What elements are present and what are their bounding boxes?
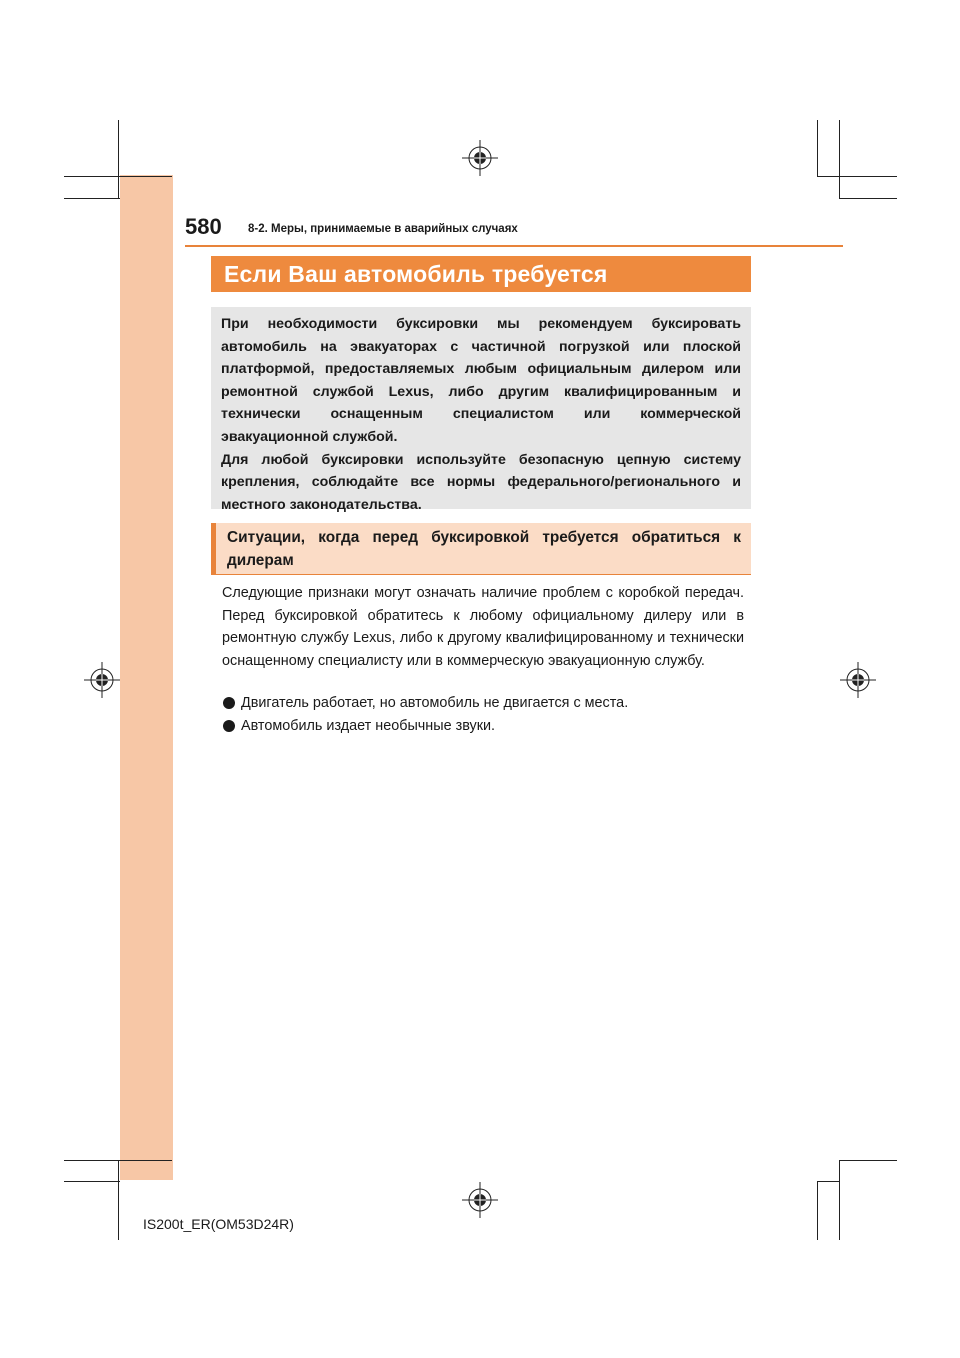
- intro-paragraph: При необходимости буксировки мы рекомендуем буксировать автомобиль на эвакуаторах с частичной погрузкой или плоской платформой, предоставляемых любым официальным дилером или ремонтной службой Lexus, либо другим квалифицированным и технически оснащенным специалистом или коммерческой эвакуационной службой.: [221, 316, 741, 445]
- document-code: IS200t_ER(OM53D24R): [143, 1216, 294, 1232]
- subsection-body: [222, 582, 744, 673]
- subsection-heading: Ситуации, когда перед буксировкой требуется обратиться к дилерам: [211, 523, 751, 574]
- crop-mark: [118, 1160, 119, 1240]
- crop-mark: [64, 176, 172, 177]
- crop-mark: [817, 120, 818, 176]
- bullet-icon: [223, 720, 235, 732]
- bullet-text: Двигатель работает, но автомобиль не двигается с места.: [241, 695, 629, 711]
- header-divider: [185, 245, 843, 247]
- bullet-text: Автомобиль издает необычные звуки.: [241, 717, 496, 734]
- list-item: [222, 715, 752, 738]
- registration-mark-icon: [460, 1180, 500, 1220]
- crop-mark: [118, 120, 119, 198]
- section-title: 8-2. Меры, принимаемые в аварийных случаях: [248, 223, 518, 235]
- crop-mark: [817, 176, 897, 177]
- bullet-list: [222, 692, 752, 737]
- intro-box: [211, 307, 751, 513]
- side-margin-band: [120, 175, 173, 1180]
- crop-mark: [64, 1181, 120, 1182]
- page-header: [185, 212, 845, 248]
- registration-mark-icon: [838, 660, 878, 700]
- crop-mark: [817, 1181, 818, 1240]
- list-item: [222, 692, 752, 715]
- subsection-divider: [211, 574, 751, 575]
- crop-mark: [64, 1160, 172, 1161]
- crop-mark: [839, 120, 840, 198]
- crop-mark: [817, 1181, 839, 1182]
- body-paragraph: Следующие признаки могут означать наличие проблем с коробкой передач. Перед буксировкой обратитесь к любому официальному дилеру или в ремонтную службу Lexus, либо к другому квалифицированному и технически оснащенному специалисту или в коммерческую эвакуационную службу.: [222, 585, 744, 670]
- crop-mark: [839, 1160, 897, 1161]
- page-title: Если Ваш автомобиль требуется: [211, 256, 751, 292]
- registration-mark-icon: [82, 660, 122, 700]
- crop-mark: [64, 198, 120, 199]
- page-number: 580: [185, 214, 222, 239]
- crop-mark: [839, 198, 897, 199]
- registration-mark-icon: [460, 138, 500, 178]
- bullet-icon: [223, 697, 235, 709]
- intro-paragraph: Для любой буксировки используйте безопасную цепную систему крепления, соблюдайте все нормы федерального/регионального и местного законодательства.: [221, 451, 741, 513]
- crop-mark: [839, 1160, 840, 1240]
